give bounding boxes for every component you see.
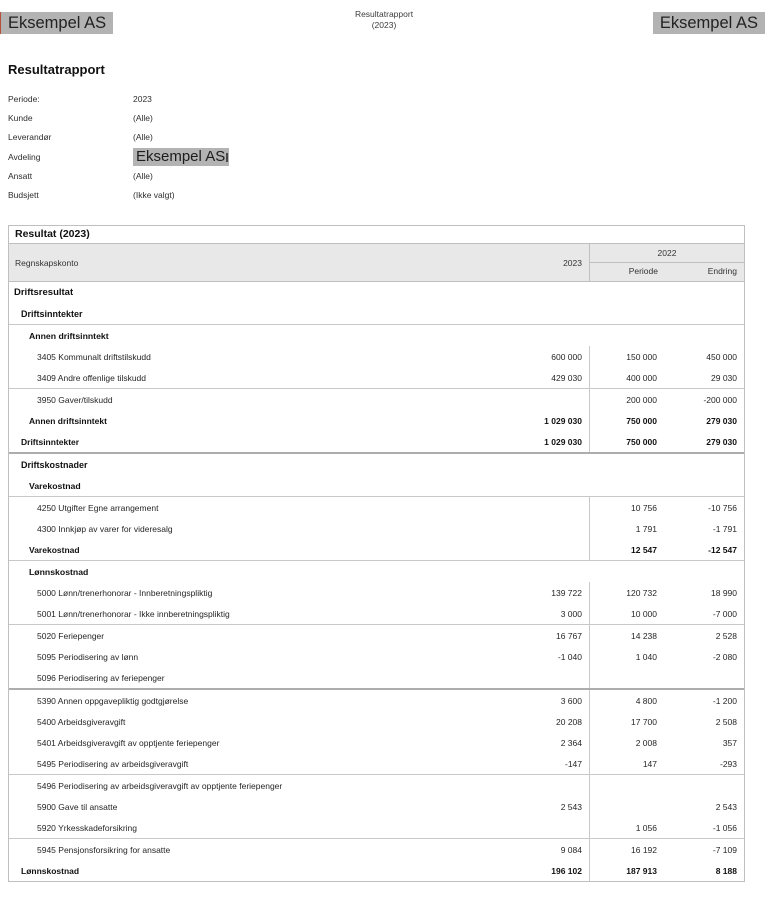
cell-2023: -1 040 (557, 651, 582, 662)
column-header-periode: Periode (628, 266, 658, 276)
cell-2023: 1 029 030 (544, 436, 582, 447)
table-row (9, 539, 744, 560)
cell-2022-periode: 150 000 (589, 346, 665, 367)
cell-2023: 9 084 (560, 844, 582, 855)
parameter-row (8, 128, 428, 147)
cell-account-name: Lønnskostnad (29, 566, 89, 577)
table-row (9, 346, 744, 367)
cell-account-name: 5496 Periodisering av arbeidsgiveravgift av opptjente feriepenger (37, 780, 283, 791)
parameter-label: Periode: (8, 93, 40, 104)
cell-2022-periode: 1 791 (589, 518, 665, 539)
table-row (9, 667, 744, 688)
cell-2022-periode: 4 800 (589, 690, 665, 711)
cell-2022-endring: 279 030 (706, 415, 737, 426)
cell-2022-periode (589, 561, 665, 582)
column-header-2022: 2022 (590, 244, 744, 263)
cell-2022-periode: 187 913 (589, 860, 665, 881)
cell-account-name: 3409 Andre offenlige tilskudd (37, 372, 147, 383)
cell-2022-periode (589, 303, 665, 324)
company-logo-right: Eksempel AS (653, 12, 765, 34)
cell-account-name: Driftskostnader (21, 459, 88, 470)
cell-2022-periode: 750 000 (589, 410, 665, 431)
column-header-endring: Endring (707, 266, 737, 276)
cell-account-name: 5000 Lønn/trenerhonorar - Innberetningspliktig (37, 587, 213, 598)
cell-account-name: 3950 Gaver/tilskudd (37, 394, 113, 405)
report-title: Resultatrapport (8, 62, 105, 77)
cell-2022-periode: 16 192 (589, 839, 665, 860)
cell-2022-periode: 120 732 (589, 582, 665, 603)
column-group-2022 (589, 244, 744, 281)
cell-account-name: 5001 Lønn/trenerhonorar - Ikke innberetningspliktig (37, 608, 230, 619)
cell-2022-periode: 1 056 (589, 817, 665, 838)
parameter-label: Ansatt (8, 170, 33, 181)
parameter-row (8, 108, 428, 127)
column-header-regnskapskonto: Regnskapskonto (15, 257, 79, 268)
page-header-report-name: Resultatrapport (354, 9, 414, 19)
cell-2022-periode (589, 325, 665, 346)
parameter-row (8, 166, 428, 185)
cell-2022-endring: 29 030 (711, 372, 737, 383)
table-row (9, 410, 744, 431)
column-subheaders-2022 (590, 263, 744, 281)
cell-account-name: Driftsinntekter (21, 436, 80, 447)
table-row (9, 452, 744, 475)
table-row (9, 624, 744, 646)
cell-2023: 3 000 (560, 608, 582, 619)
cell-2022-endring: 450 000 (706, 351, 737, 362)
cell-2023: 139 722 (551, 587, 582, 598)
table-row (9, 796, 744, 817)
cell-2022-endring: -1 056 (712, 822, 737, 833)
parameter-row (8, 185, 428, 204)
table-header (9, 244, 744, 282)
cell-account-name: 5020 Feriepenger (37, 630, 105, 641)
table-row (9, 324, 744, 346)
parameter-label: Kunde (8, 112, 33, 123)
table-row (9, 582, 744, 603)
company-logo-left: Eksempel AS (1, 12, 113, 34)
table-row (9, 388, 744, 410)
cell-account-name: 3405 Kommunalt driftstilskudd (37, 351, 151, 362)
cell-2022-periode (589, 454, 665, 475)
cell-account-name: 5945 Pensjonsforsikring for ansatte (37, 844, 171, 855)
cell-2022-periode (589, 775, 665, 796)
cell-account-name: 4250 Utgifter Egne arrangement (37, 502, 159, 513)
table-row (9, 817, 744, 838)
cell-2023: 196 102 (551, 865, 582, 876)
cell-account-name: 5390 Annen oppgavepliktig godtgjørelse (37, 695, 189, 706)
cell-2022-endring: -7 000 (712, 608, 737, 619)
cell-account-name: 5495 Periodisering av arbeidsgiveravgift (37, 758, 189, 769)
cell-account-name: Driftsinntekter (21, 308, 83, 319)
cell-2022-periode: 200 000 (589, 389, 665, 410)
cell-2022-periode (589, 796, 665, 817)
cell-2022-periode: 147 (589, 753, 665, 774)
cell-account-name: 5095 Periodisering av lønn (37, 651, 139, 662)
parameter-value: 2023 (133, 93, 152, 104)
cell-2022-periode: 400 000 (589, 367, 665, 388)
table-row (9, 282, 744, 303)
cell-account-name: Driftsresultat (14, 287, 74, 298)
table-row (9, 560, 744, 582)
table-row (9, 838, 744, 860)
cell-2022-endring: -1 791 (712, 523, 737, 534)
table-row (9, 518, 744, 539)
parameter-value: (Alle) (133, 132, 153, 143)
cell-account-name: 5900 Gave til ansatte (37, 801, 118, 812)
parameter-value: (Ikke valgt) (133, 190, 175, 201)
cell-2022-endring: -12 547 (708, 544, 737, 555)
table-row (9, 753, 744, 774)
cell-2022-periode: 10 756 (589, 497, 665, 518)
cell-2022-periode: 750 000 (589, 431, 665, 452)
cell-account-name: Annen driftsinntekt (29, 330, 109, 341)
cell-account-name: 5920 Yrkesskadeforsikring (37, 822, 138, 833)
cell-2022-endring: 2 508 (715, 716, 737, 727)
cell-2022-endring: -293 (719, 758, 737, 769)
table-row (9, 774, 744, 796)
table-row (9, 475, 744, 496)
cell-2023: 2 364 (560, 737, 582, 748)
cell-2023: 16 767 (556, 630, 582, 641)
cell-account-name: 5401 Arbeidsgiveravgift av opptjente feriepenger (37, 737, 220, 748)
cell-2022-periode (589, 282, 665, 303)
cell-2023: 600 000 (551, 351, 582, 362)
result-table (8, 225, 745, 882)
cell-account-name: 5400 Arbeidsgiveravgift (37, 716, 126, 727)
cell-2023: -147 (564, 758, 582, 769)
column-header-2023: 2023 (563, 257, 582, 268)
table-row (9, 603, 744, 624)
cell-2022-endring: 2 528 (715, 630, 737, 641)
cell-2022-periode: 14 238 (589, 625, 665, 646)
cell-2022-endring: 8 188 (715, 865, 737, 876)
table-row (9, 711, 744, 732)
parameter-label: Leverandør (8, 132, 52, 143)
table-row (9, 496, 744, 518)
cell-2022-endring: -200 000 (703, 394, 737, 405)
cell-2022-endring: -2 080 (712, 651, 737, 662)
cell-2022-endring: 357 (722, 737, 737, 748)
cell-2023: 2 543 (560, 801, 582, 812)
parameter-label: Budsjett (8, 190, 39, 201)
page-header-report-year: (2023) (371, 20, 397, 30)
cell-2022-periode: 17 700 (589, 711, 665, 732)
cell-account-name: Annen driftsinntekt (29, 415, 107, 426)
cell-2022-endring: 2 543 (715, 801, 737, 812)
table-title: Resultat (2023) (9, 226, 744, 244)
table-body (9, 282, 744, 881)
parameter-label: Avdeling (8, 151, 41, 162)
table-row (9, 431, 744, 452)
cell-2022-periode: 1 040 (589, 646, 665, 667)
table-row (9, 860, 744, 881)
table-row (9, 688, 744, 711)
cell-2022-endring: -1 200 (712, 695, 737, 706)
table-row (9, 646, 744, 667)
parameter-row (8, 89, 428, 108)
cell-2022-endring: 279 030 (706, 436, 737, 447)
cell-account-name: Varekostnad (29, 544, 80, 555)
table-row (9, 732, 744, 753)
cell-2022-periode: 2 008 (589, 732, 665, 753)
cell-2022-periode: 12 547 (589, 539, 665, 560)
cell-2022-endring: 18 990 (711, 587, 737, 598)
parameters (8, 89, 428, 205)
parameter-value: (Alle) (133, 112, 153, 123)
cell-account-name: 4300 Innkjøp av varer for videresalg (37, 523, 173, 534)
table-row (9, 303, 744, 324)
cell-account-name: Lønnskostnad (21, 865, 80, 876)
table-row (9, 367, 744, 388)
cell-2022-periode (589, 475, 665, 496)
cell-2022-periode (589, 667, 665, 688)
cell-account-name: 5096 Periodisering av feriepenger (37, 672, 165, 683)
cell-2022-endring: -10 756 (708, 502, 737, 513)
parameter-value: Eksempel AS (133, 148, 229, 166)
parameter-row (8, 147, 428, 166)
cell-2023: 1 029 030 (544, 415, 582, 426)
cell-2023: 20 208 (556, 716, 582, 727)
cell-2022-periode: 10 000 (589, 603, 665, 624)
cell-account-name: Varekostnad (29, 480, 81, 491)
cell-2023: 3 600 (560, 695, 582, 706)
cell-2022-endring: -7 109 (712, 844, 737, 855)
cell-2023: 429 030 (551, 372, 582, 383)
parameter-value: (Alle) (133, 170, 153, 181)
